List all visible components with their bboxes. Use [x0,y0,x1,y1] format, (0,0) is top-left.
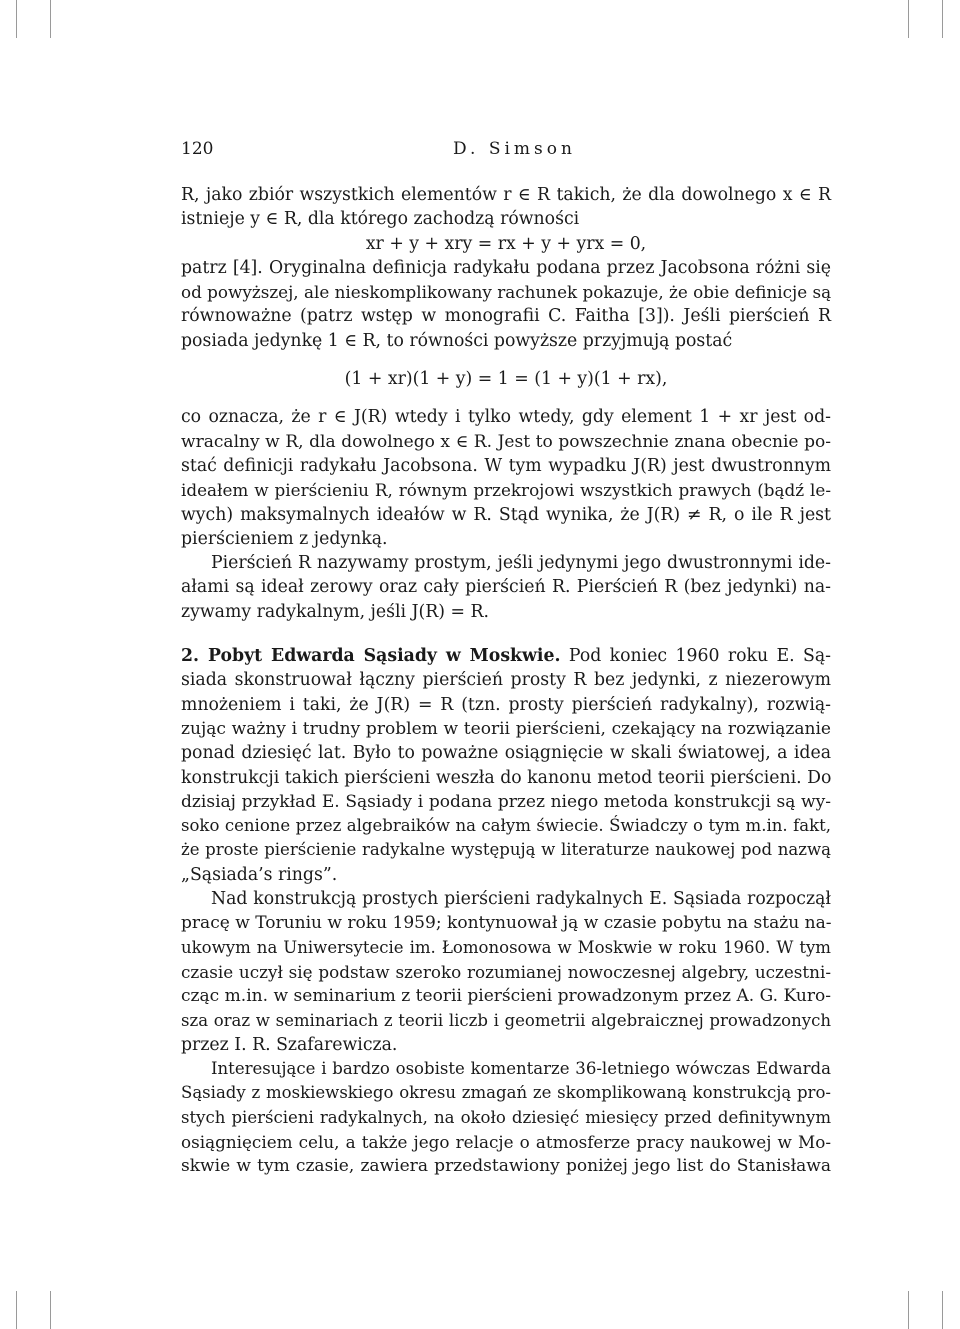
text-line: Interesujące i bardzo osobiste komentarze 36-letniego wówczas Edwarda [211,1059,831,1079]
display-equation: xr + y + xry = rx + y + yrx = 0, [365,233,647,254]
text-line: ukowym na Uniwersytecie im. Łomonosowa w Moskwie w roku 1960. W tym [181,937,831,957]
crop-mark [50,1291,51,1329]
text-line: od powyższej, ale nieskomplikowany rachunek pokazuje, że obie definicje są [181,282,832,303]
text-line: siada skonstruował łączny pierścień prosty R bez jedynki, z niezerowym [181,670,831,691]
text-line: Nad konstrukcją prostych pierścieni radykalnych E. Sąsiada rozpoczął [211,889,831,910]
text-line: ałami są ideał zerowy oraz cały pierścień R. Pierścień R (bez jedynki) na- [181,577,831,598]
display-equation: (1 + xr)(1 + y) = 1 = (1 + y)(1 + rx), [344,369,668,390]
spacer [181,353,831,367]
text-line: pracę w Toruniu w roku 1959; kontynuował ją w czasie pobytu na stażu na- [181,913,832,934]
text-line: równoważne (patrz wstęp w monografii C. Faitha [3]). Jeśli pierścień R [181,306,831,327]
text-line: przez I. R. Szafarewicza. [181,1034,398,1055]
text-line: „Sąsiada’s rings”. [181,864,338,885]
crop-mark [16,0,17,38]
crop-mark [942,0,943,38]
text-line: wracalny w R, dla dowolnego x ∈ R. Jest to powszechnie znana obecnie po- [181,431,831,452]
running-head-author: D. Simson [453,139,576,159]
text-fragment: Pod koniec 1960 roku E. Są- [568,646,832,667]
crop-mark [942,1291,943,1329]
page-body [181,183,831,1179]
text-line: mnożeniem i taki, że J(R) = R (tzn. prosty pierścień radykalny), rozwią- [181,694,831,715]
text-line: zywamy radykalnym, jeśli J(R) = R. [181,601,489,622]
page-number: 120 [181,139,214,159]
text-line: sza oraz w seminariach z teorii liczb i geometrii algebraicznej prowadzonych [181,1010,831,1030]
running-header [181,139,841,163]
text-line: stać definicji radykału Jacobsona. W tym wypadku J(R) jest dwustronnym [181,455,831,476]
text-line: R, jako zbiór wszystkich elementów r ∈ R takich, że dla dowolnego x ∈ R [181,185,831,205]
text-line: pierścieniem z jedynką. [181,528,388,549]
text-line: istnieje y ∈ R, dla którego zachodzą równości [181,209,580,230]
text-line: że proste pierścienie radykalne występują w literaturze naukowej pod nazwą [181,840,831,860]
text-line: skwie w tym czasie, zawiera przedstawiony poniżej jego list do Stanisława [181,1156,831,1177]
spacer [181,391,831,405]
text-line: ponad dziesięć lat. Było to poważne osiągnięcie w skali światowej, a idea [181,743,831,764]
crop-mark [16,1291,17,1329]
text-line: co oznacza, że r ∈ J(R) wtedy i tylko wtedy, gdy element 1 + xr jest od- [181,407,831,428]
text-line: konstrukcji takich pierścieni weszła do kanonu metod teorii pierścieni. Do [181,767,832,788]
section-heading: 2. Pobyt Edwarda Sąsiady w Moskwie. [181,646,561,667]
text-line: Pierścień R nazywamy prostym, jeśli jedynymi jego dwustronnymi ide- [211,553,831,574]
text-line: osiągnięciem celu, a także jego relacje o atmosferze pracy naukowej w Mo- [181,1131,831,1152]
section-heading-line [181,644,831,668]
text-line: dzisiaj przykład E. Sąsiady i podana przez niego metoda konstrukcji są wy- [181,791,831,812]
text-line: wych) maksymalnych ideałów w R. Stąd wynika, że J(R) ≠ R, o ile R jest [181,504,831,525]
text-line: czasie uczył się podstaw szeroko rozumianej nowoczesnej algebry, uczestni- [181,961,831,982]
crop-mark [50,0,51,38]
text-line: stych pierścieni radykalnych, na około dziesięć miesięcy przed definitywnym [181,1107,831,1127]
spacer [181,624,831,644]
text-line: Sąsiady z moskiewskiego okresu zmagań ze skomplikowaną konstrukcją pro- [181,1083,831,1103]
crop-mark [908,0,909,38]
text-line: soko cenione przez algebraików na całym świecie. Świadczy o tym m.in. fakt, [181,816,831,836]
crop-mark [908,1291,909,1329]
text-line: posiada jedynkę 1 ∈ R, to równości powyższe przyjmują postać [181,330,733,351]
text-line: ideałem w pierścieniu R, równym przekrojowi wszystkich prawych (bądź le- [181,480,831,501]
text-line: cząc m.in. w seminarium z teorii pierścieni prowadzonym przez A. G. Kuro- [181,986,831,1007]
text-line: patrz [4]. Oryginalna definicja radykału podana przez Jacobsona różni się [181,257,831,278]
text-line: zując ważny i trudny problem w teorii pierścieni, czekający na rozwiązanie [181,718,831,739]
